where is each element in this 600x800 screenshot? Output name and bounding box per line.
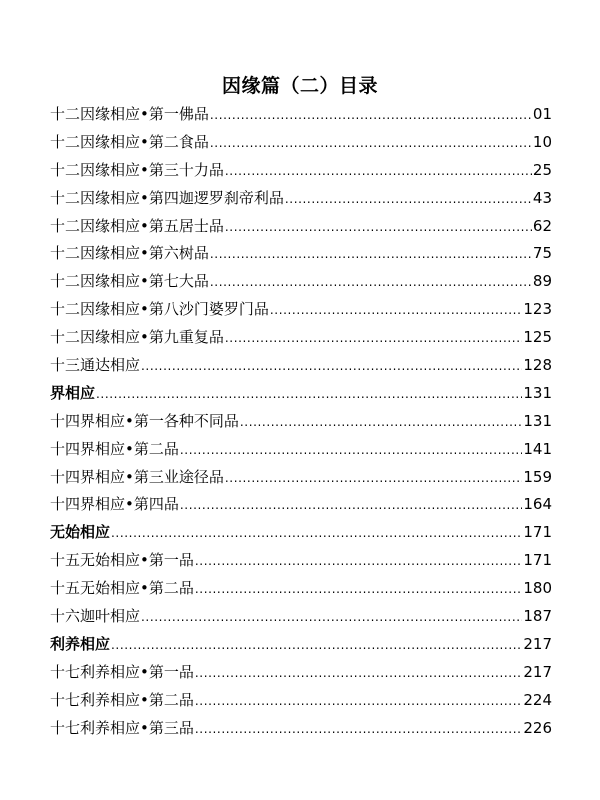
- dot-leader: [270, 296, 523, 325]
- dot-leader: [180, 491, 523, 520]
- toc-entry-page-number: 217: [523, 662, 552, 681]
- toc-entry-page-number: 224: [523, 690, 552, 709]
- dot-leader: [141, 603, 522, 632]
- toc-entry-label: 十七利养相应•第二品: [50, 690, 194, 709]
- dot-leader: [195, 715, 523, 744]
- dot-leader: [240, 408, 523, 437]
- table-of-contents: [50, 101, 552, 742]
- dot-leader: [225, 213, 532, 242]
- toc-entry-label: 十七利养相应•第一品: [50, 662, 194, 681]
- toc-entry: [50, 213, 552, 241]
- toc-entry-page-number: 01: [532, 105, 552, 123]
- toc-entry: [50, 575, 552, 603]
- toc-entry-label: 界相应: [50, 383, 96, 402]
- toc-entry-page-number: 159: [523, 467, 552, 486]
- toc-entry-page-number: 141: [523, 439, 552, 458]
- toc-entry: [50, 185, 552, 213]
- toc-section-heading: [50, 631, 552, 659]
- toc-entry-page-number: 164: [523, 495, 552, 514]
- toc-section-heading: [50, 380, 552, 408]
- toc-entry-label: 十二因缘相应•第二食品: [50, 132, 209, 151]
- toc-entry-page-number: 125: [523, 328, 552, 347]
- toc-entry: [50, 268, 552, 296]
- toc-title: 因缘篇（二）目录: [221, 75, 378, 97]
- dot-leader: [195, 687, 523, 716]
- toc-entry: [50, 659, 552, 687]
- toc-entry-label: 十三通达相应: [50, 356, 141, 375]
- toc-section-heading: [50, 519, 552, 547]
- toc-entry: [50, 352, 552, 380]
- toc-entry-label: 十四界相应•第四品: [50, 495, 179, 514]
- toc-entry-page-number: 226: [523, 718, 552, 737]
- dot-leader: [195, 547, 523, 576]
- toc-entry-page-number: 62: [532, 216, 552, 235]
- toc-entry: [50, 464, 552, 492]
- toc-entry-page-number: 123: [523, 300, 552, 319]
- toc-entry: [50, 603, 552, 631]
- toc-entry-label: 十二因缘相应•第九重复品: [50, 328, 224, 347]
- dot-leader: [225, 324, 523, 353]
- toc-entry-label: 十四界相应•第一各种不同品: [50, 411, 239, 430]
- dot-leader: [210, 129, 532, 158]
- toc-entry-label: 十二因缘相应•第六树品: [50, 244, 209, 263]
- dot-leader: [111, 631, 522, 660]
- toc-entry-page-number: 128: [523, 356, 552, 375]
- dot-leader: [225, 157, 532, 186]
- toc-entry-page-number: 10: [532, 132, 552, 151]
- toc-entry-label: 无始相应: [50, 523, 111, 542]
- toc-entry-page-number: 131: [523, 383, 552, 402]
- toc-entry-page-number: 25: [532, 160, 552, 179]
- toc-entry-label: 十二因缘相应•第四迦逻罗刹帝利品: [50, 188, 284, 207]
- toc-entry-label: 十四界相应•第三业途径品: [50, 467, 224, 486]
- toc-entry: [50, 491, 552, 519]
- toc-entry-label: 十二因缘相应•第八沙门婆罗门品: [50, 300, 269, 319]
- toc-entry-label: 利养相应: [50, 634, 111, 653]
- dot-leader: [141, 352, 522, 381]
- dot-leader: [225, 464, 523, 493]
- dot-leader: [96, 380, 522, 409]
- toc-entry-label: 十五无始相应•第二品: [50, 579, 194, 598]
- toc-entry: [50, 240, 552, 268]
- toc-entry-page-number: 171: [523, 523, 552, 542]
- toc-entry-label: 十二因缘相应•第一佛品: [50, 105, 209, 123]
- toc-entry-page-number: 75: [532, 244, 552, 263]
- toc-entry: [50, 296, 552, 324]
- toc-entry-label: 十二因缘相应•第五居士品: [50, 216, 224, 235]
- toc-entry: [50, 715, 552, 743]
- toc-entry: [50, 436, 552, 464]
- toc-entry: [50, 101, 552, 129]
- toc-entry-label: 十二因缘相应•第三十力品: [50, 160, 224, 179]
- toc-entry: [50, 547, 552, 575]
- toc-entry-page-number: 89: [532, 272, 552, 291]
- toc-entry-page-number: 171: [523, 551, 552, 570]
- dot-leader: [180, 436, 523, 465]
- toc-entry: [50, 129, 552, 157]
- dot-leader: [195, 659, 523, 688]
- toc-entry-page-number: 180: [523, 579, 552, 598]
- toc-entry-label: 十五无始相应•第一品: [50, 551, 194, 570]
- dot-leader: [210, 101, 532, 130]
- toc-entry-page-number: 187: [523, 607, 552, 626]
- toc-entry: [50, 687, 552, 715]
- toc-entry-page-number: 217: [523, 634, 552, 653]
- toc-entry-label: 十四界相应•第二品: [50, 439, 179, 458]
- dot-leader: [210, 268, 532, 297]
- toc-entry-label: 十二因缘相应•第七大品: [50, 272, 209, 291]
- toc-entry-label: 十七利养相应•第三品: [50, 718, 194, 737]
- dot-leader: [285, 185, 532, 214]
- dot-leader: [210, 240, 532, 269]
- toc-entry-page-number: 43: [532, 188, 552, 207]
- dot-leader: [195, 575, 523, 604]
- dot-leader: [111, 519, 522, 548]
- toc-entry-label: 十六迦叶相应: [50, 607, 141, 626]
- toc-entry: [50, 408, 552, 436]
- toc-entry: [50, 157, 552, 185]
- toc-entry-page-number: 131: [523, 411, 552, 430]
- toc-entry: [50, 324, 552, 352]
